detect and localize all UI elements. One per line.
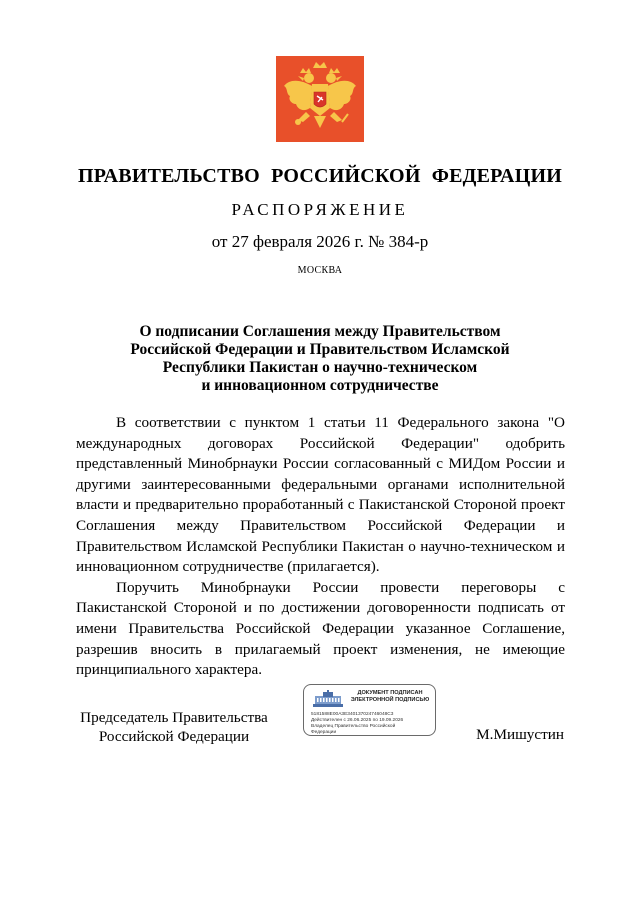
stamp-owner: Владелец Правительство Российской bbox=[311, 724, 396, 729]
government-title: ПРАВИТЕЛЬСТВО РОССИЙСКОЙ ФЕДЕРАЦИИ bbox=[78, 165, 562, 187]
subject-line: Республики Пакистан о научно-техническом bbox=[162, 359, 478, 376]
body-paragraph: В соответствии с пунктом 1 статьи 11 Федерального закона "О международных договорах Российской Федерации" одобрить представленный Минобрнауки России согласованный с МИДом России и другими заинтересованными федеральными органами исполнительной власти и предварительно проработанный с Пакистанской Стороной проект Соглашения между Правительством Российской Федерации и Правительством Исламской Республики Пакистан о научно-техническом и инновационном сотрудничестве (прилагается). bbox=[76, 414, 565, 576]
signatory-position bbox=[76, 708, 272, 746]
stamp-validity: Действителен с 26.06.2025 по 19.09.2026 bbox=[311, 718, 404, 723]
electronic-signature-stamp bbox=[303, 684, 436, 736]
document-type: РАСПОРЯЖЕНИЕ bbox=[231, 200, 409, 219]
document-city: МОСКВА bbox=[297, 265, 343, 276]
stamp-owner: Федерации bbox=[311, 729, 337, 735]
government-building-icon bbox=[312, 690, 344, 708]
document-subject bbox=[96, 323, 544, 395]
stamp-title-line: ЭЛЕКТРОННОЙ ПОДПИСЬЮ bbox=[350, 697, 430, 703]
document-date-number: от 27 февраля 2026 г. № 384-р bbox=[211, 232, 429, 251]
subject-line: и инновационном сотрудничестве bbox=[201, 377, 439, 394]
coat-of-arms-emblem bbox=[276, 56, 364, 142]
stamp-title-line: ДОКУМЕНТ ПОДПИСАН bbox=[357, 690, 423, 696]
stamp-title bbox=[348, 690, 432, 704]
signatory-position-line: Российской Федерации bbox=[98, 728, 250, 745]
stamp-certificate: 5181588E00A3E340137024746048C3 bbox=[311, 712, 394, 717]
body-paragraph: Поручить Минобрнауки России провести переговоры с Пакистанской Стороной и по достижении договоренности подписать от имени Правительства Российской Федерации указанное Соглашение, разрешив вносить в прилагаемый проект изменения, не имеющие принципиального характера. bbox=[76, 578, 565, 679]
signatory-name: М.Мишустин bbox=[476, 726, 564, 743]
document-body bbox=[76, 413, 565, 681]
subject-line: Российской Федерации и Правительством Исламской bbox=[130, 341, 510, 358]
subject-line: О подписании Соглашения между Правительством bbox=[139, 323, 501, 340]
signatory-position-line: Председатель Правительства bbox=[80, 709, 268, 726]
